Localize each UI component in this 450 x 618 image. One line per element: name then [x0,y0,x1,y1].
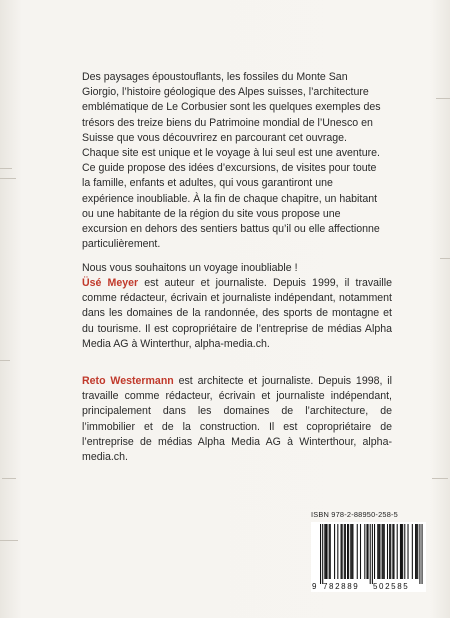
cover-edge-mark [436,98,450,99]
barcode-bar [342,524,343,579]
cover-edge-mark [0,178,16,179]
barcode-bar [334,524,335,579]
barcode-bar [402,524,403,579]
barcode-digits-right: 502585 [373,582,410,591]
barcode [311,522,426,592]
barcode-bar [379,524,380,579]
barcode-bar [337,524,338,579]
barcode-bar [374,524,375,579]
barcode-digits-left: 782889 [323,582,360,591]
barcode-bar [330,524,331,579]
isbn-label: ISBN 978-2-88950-258-5 [311,510,398,519]
barcode-bar [320,524,321,584]
barcode-bar [350,524,351,579]
barcode-bar [366,524,367,579]
barcode-bar [345,524,346,579]
author-bio [82,276,392,352]
barcode-bar [368,524,369,579]
barcode-bar [324,524,325,579]
barcode-bar [404,524,405,579]
barcode-bar [347,524,348,579]
description-closing: Nous vous souhaitons un voyage inoubliable ! [82,262,298,275]
barcode-bar [390,524,391,579]
barcode-bar [415,524,416,579]
book-description [82,70,386,277]
author-name: Üsé Meyer [82,277,139,289]
barcode-bar [401,524,402,579]
barcode-bar [422,524,423,584]
barcode-bar [377,524,378,579]
cover-edge-mark [0,540,18,541]
barcode-bar [407,524,408,579]
author-bio-text: est auteur et journaliste. Depuis 1999, il travaille comme rédacteur, écrivain et journaliste indépendant, notamment dans les domaines de la randonnée, des sports de montagne et du tourisme. Il est copropriétaire de l’entreprise de médias Alpha Media AG à Winterthur, alpha-media.ch. [82,277,392,350]
barcode-bar [412,524,413,579]
author-bio [82,374,392,465]
barcode-bar [348,524,349,579]
author-name: Reto Westermann [82,375,174,387]
cover-edge-mark [2,478,16,479]
description-paragraph: Des paysages époustouflants, les fossiles du Monte San Giorgio, l’histoire géologique des Alpes suisses, l’architecture emblématique de Le Corbusier sont les quelques exemples des trésors des treize biens du Patrimoine mondial de l’Unesco en Suisse que vous découvrirez en parcourant cet ouvrage. Chaque site est unique et le voyage à lui seul est une aventure. Ce guide propose des idées d’excursions, de visites pour toute la famille, enfants et adultes, qui vous garantiront une expérience inoubliable. À la fin de chaque chapitre, un habitant ou une habitante de la région du site vous propose une excursion en dehors des sentiers battus qu’il ou elle affectionne particulièrement. [82,71,381,251]
barcode-bar [417,524,418,579]
barcode-bar [392,524,393,579]
author-bio-text: est architecte et journaliste. Depuis 1998, il travaille comme rédacteur, écrivain et journaliste indépendant, principalement dans les domaines de l’architecture, de l’immobilier et de la construction. Il est copropriétaire de l’entreprise de médias Alpha Media AG à Winterthour, alpha-media.ch. [82,375,392,464]
cover-edge-mark [440,258,450,259]
isbn-block [311,510,426,592]
barcode-bar [364,524,365,579]
barcode-bar [387,524,388,579]
barcode-bar [329,524,330,579]
barcode-bar [351,524,352,579]
cover-edge-mark [0,168,12,169]
barcode-bar [384,524,385,579]
barcode-bar [322,524,323,584]
barcode-bar [372,524,373,584]
barcode-bar [382,524,383,579]
cover-edge-mark [0,360,10,361]
barcode-bar [416,524,417,579]
barcode-bar [370,524,371,584]
barcode-bar [326,524,327,579]
barcode-bar [400,524,401,579]
barcode-bar [352,524,353,579]
barcode-bar [393,524,394,579]
barcode-bar [383,524,384,579]
cover-edge-mark [432,478,448,479]
barcode-bar [397,524,398,579]
barcode-bar [389,524,390,579]
barcode-bar [360,524,361,579]
barcode-bar [419,524,420,584]
barcode-bar [357,524,358,579]
barcode-bar [344,524,345,579]
barcode-bar [378,524,379,579]
barcode-bar [341,524,342,579]
barcode-digit-first: 9 [312,582,317,591]
barcode-bar [325,524,326,579]
